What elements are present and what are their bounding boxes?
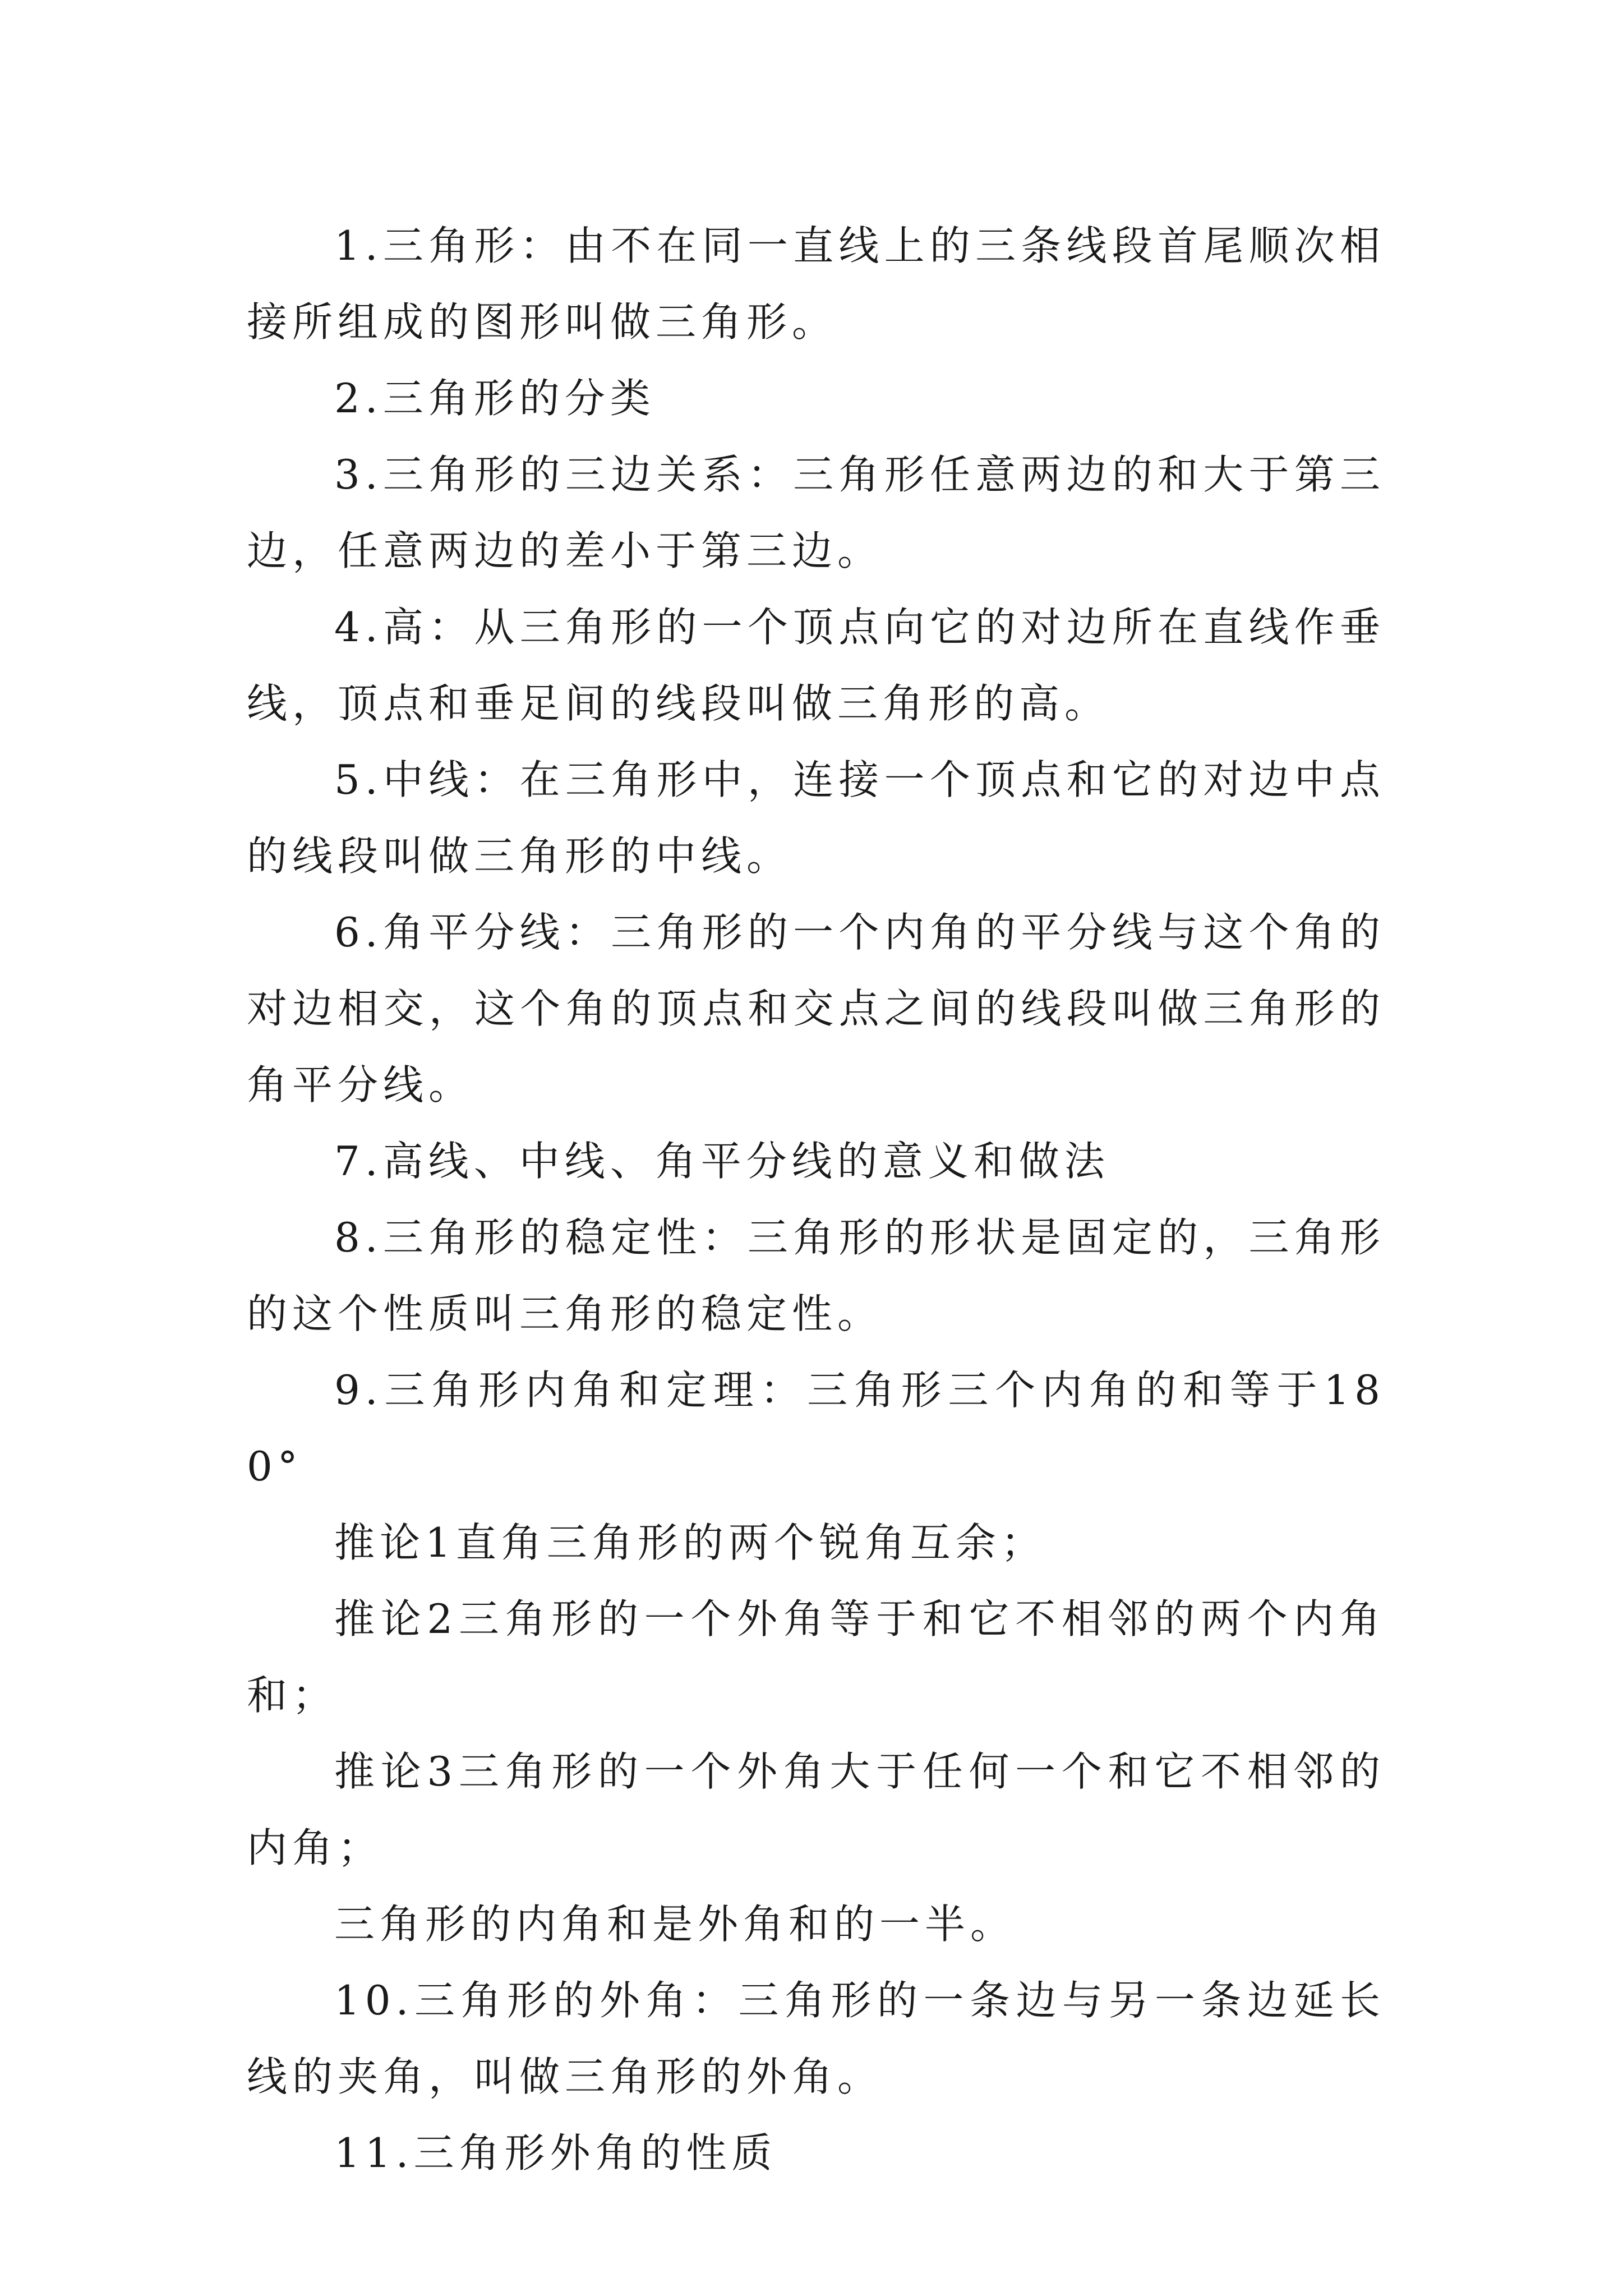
paragraph-exterior-angle-property: 11.三角形外角的性质 (334, 2129, 777, 2177)
paragraph-stability: 8.三角形的稳定性：三角形的形状是固定的，三角形的这个性质叫三角形的稳定性。 (247, 1214, 1385, 1337)
paragraph-exterior-angle: 10.三角形的外角：三角形的一条边与另一条边延长线的夹角，叫做三角形的外角。 (247, 1977, 1385, 2100)
paragraph-corollary-2: 推论2三角形的一个外角等于和它不相邻的两个内角和； (247, 1595, 1385, 1719)
paragraph-median: 5.中线：在三角形中，连接一个顶点和它的对边中点的线段叫做三角形的中线。 (247, 756, 1385, 880)
paragraph-angle-sum-theorem: 9.三角形内角和定理：三角形三个内角的和等于180° (247, 1366, 1385, 1490)
paragraph-angle-bisector: 6.角平分线：三角形的一个内角的平分线与这个角的对边相交，这个角的顶点和交点之间的线段叫做三角形的角平分线。 (247, 909, 1385, 1108)
paragraph-triangle-classification: 2.三角形的分类 (334, 375, 656, 422)
paragraph-lines-meaning: 7.高线、中线、角平分线的意义和做法 (334, 1138, 1110, 1185)
document-body (247, 208, 1385, 2191)
paragraph-corollary-3: 推论3三角形的一个外角大于任何一个和它不相邻的内角； (247, 1748, 1385, 1871)
paragraph-triangle-definition: 1.三角形：由不在同一直线上的三条线段首尾顺次相接所组成的图形叫做三角形。 (247, 222, 1385, 346)
paragraph-corollary-1: 推论1直角三角形的两个锐角互余； (334, 1519, 1046, 1566)
paragraph-angle-sum-half: 三角形的内角和是外角和的一半。 (334, 1901, 1016, 1948)
paragraph-altitude: 4.高：从三角形的一个顶点向它的对边所在直线作垂线，顶点和垂足间的线段叫做三角形的高。 (247, 604, 1385, 727)
paragraph-three-sides-relation: 3.三角形的三边关系：三角形任意两边的和大于第三边，任意两边的差小于第三边。 (247, 451, 1385, 574)
